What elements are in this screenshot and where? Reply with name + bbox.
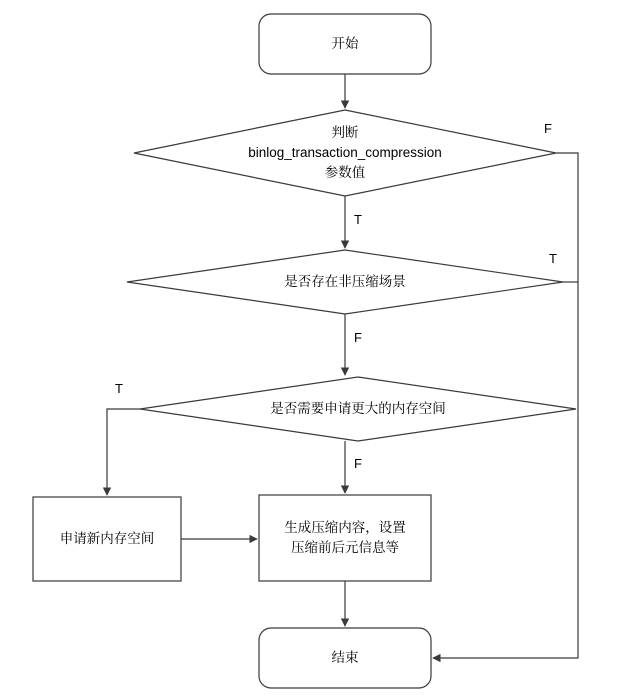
node-alloc-label: 申请新内存空间 — [59, 530, 155, 546]
edge-label-decision2-false: F — [354, 330, 362, 345]
node-start-label: 开始 — [331, 35, 359, 51]
node-decision3 — [140, 377, 576, 441]
edge-label-decision1-false: F — [544, 121, 552, 136]
node-compress-label: 生成压缩内容，设置 压缩前后元信息等 — [284, 519, 406, 555]
node-decision1 — [134, 110, 556, 196]
edge-label-decision3-false: F — [354, 456, 362, 471]
node-end — [259, 628, 431, 688]
edge-decision3-true-alloc — [107, 409, 140, 495]
edge-label-decision3-true: T — [115, 381, 123, 396]
node-decision2 — [127, 250, 563, 314]
node-alloc — [33, 497, 181, 581]
node-decision3-label: 是否需要申请更大的内存空间 — [270, 400, 446, 416]
edge-label-decision2-true: T — [549, 251, 557, 266]
node-decision2-label: 是否存在非压缩场景 — [284, 273, 406, 289]
node-end-label: 结束 — [331, 649, 359, 665]
node-decision1-label: 判断 binlog_transaction_compression 参数值 — [248, 124, 442, 181]
edge-label-decision1-true: T — [354, 212, 362, 227]
node-compress — [259, 495, 431, 581]
node-start — [259, 14, 431, 74]
